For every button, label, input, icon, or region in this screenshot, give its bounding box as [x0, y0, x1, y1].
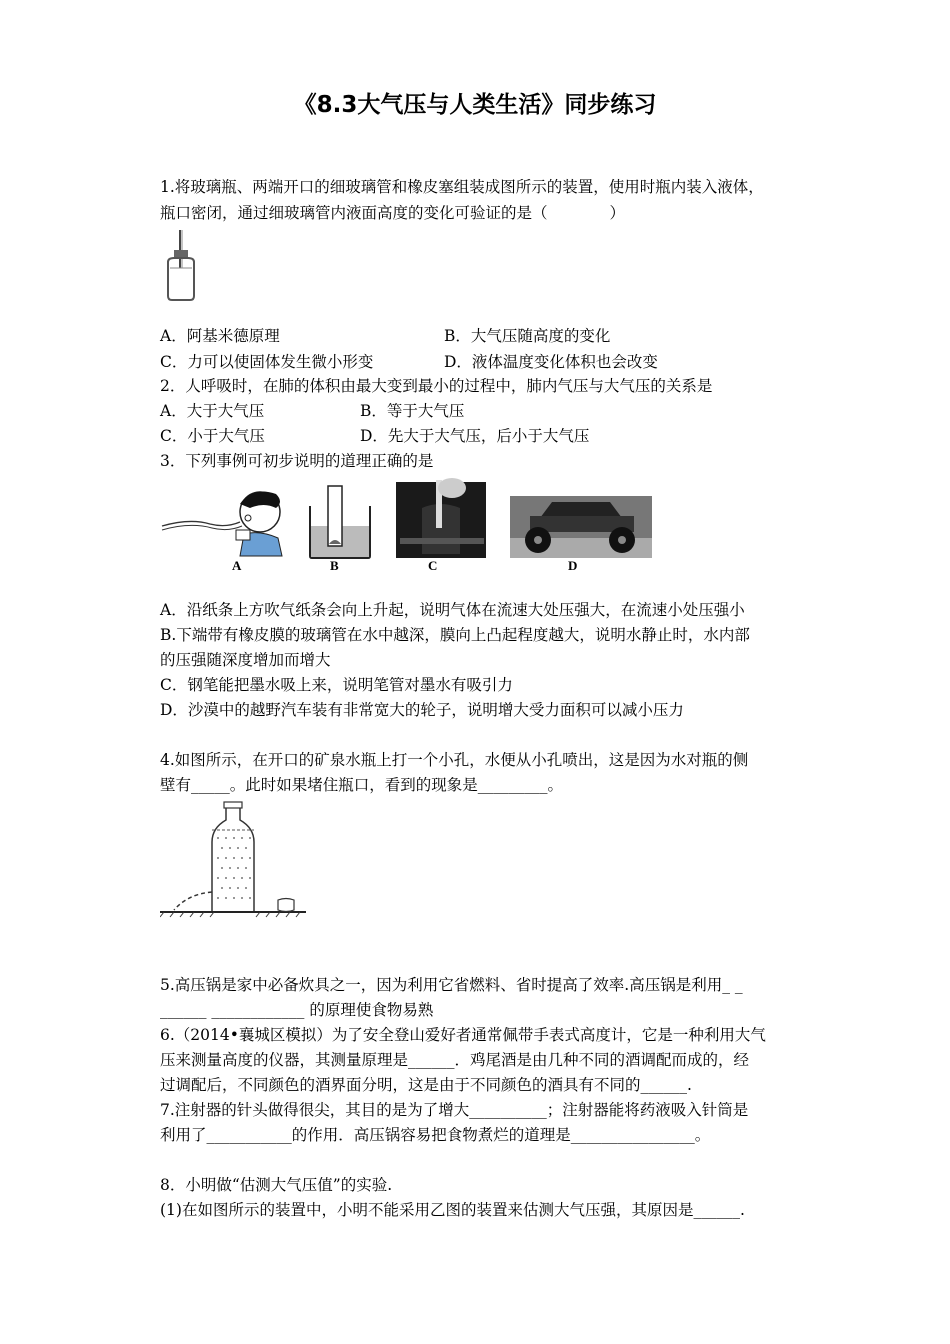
- q2-option-d: D．先大于大气压，后小于大气压: [360, 427, 590, 445]
- q5-stem-line1: 5.高压锅是家中必备炊具之一，因为利用它省燃料、省时提高了效率.高压锅是利用_ _: [160, 976, 743, 994]
- q1-stem-line1: 1.将玻璃瓶、两端开口的细玻璃管和橡皮塞组装成图所示的装置，使用时瓶内装入液体，: [160, 178, 764, 196]
- q3-fig-label-a: A: [232, 558, 242, 573]
- q1-option-d: D．液体温度变化体积也会改变: [444, 353, 658, 371]
- q6-stem-line2: 压来测量高度的仪器，其测量原理是______．鸡尾酒是由几种不同的酒调配而成的，经: [160, 1051, 750, 1069]
- q3-stem: 3．下列事例可初步说明的道理正确的是: [160, 452, 434, 470]
- q1-bottle-figure: [160, 228, 200, 302]
- q2-option-a: A．大于大气压: [160, 402, 265, 420]
- q1-option-a: A．阿基米德原理: [160, 327, 280, 345]
- q3-option-c: C．钢笔能把墨水吸上来，说明笔管对墨水有吸引力: [160, 676, 513, 694]
- q8-part1: (1)在如图所示的装置中，小明不能采用乙图的装置来估测大气压强，其原因是______.: [160, 1201, 745, 1219]
- page-title: 《8.3大气压与人类生活》同步练习: [293, 92, 657, 118]
- q3-fig-label-b: B: [330, 558, 339, 573]
- q4-bottle-figure: [160, 800, 306, 918]
- q2-option-b: B．等于大气压: [360, 402, 465, 420]
- q3-option-d: D．沙漠中的越野汽车装有非常宽大的轮子，说明增大受力面积可以减小压力: [160, 701, 684, 719]
- q6-stem-line1: 6.（2014•襄城区模拟）为了安全登山爱好者通常佩带手表式高度计，它是一种利用大气: [160, 1026, 766, 1044]
- q1-stem-line2: 瓶口密闭，通过细玻璃管内液面高度的变化可验证的是（ ）: [160, 204, 626, 222]
- q3-figure-d-truck: [510, 496, 652, 558]
- q4-stem-line2: 壁有_____。此时如果堵住瓶口，看到的现象是_________。: [160, 776, 564, 794]
- q3-figure-b-beaker: [310, 486, 370, 558]
- q6-stem-line3: 过调配后，不同颜色的酒界面分明，这是由于不同颜色的酒具有不同的______.: [160, 1076, 692, 1094]
- q7-stem-line1: 7.注射器的针头做得很尖，其目的是为了增大__________；注射器能将药液吸入针筒是: [160, 1101, 749, 1119]
- q3-figure-row: [160, 478, 660, 578]
- q5-stem-line2: ______ ____________ 的原理使食物易熟: [160, 1001, 434, 1019]
- q3-fig-label-d: D: [568, 558, 578, 573]
- q3-option-b-line2: 的压强随深度增加而增大: [160, 651, 331, 669]
- q2-stem: 2．人呼吸时，在肺的体积由最大变到最小的过程中，肺内气压与大气压的关系是: [160, 377, 713, 395]
- q4-stem-line1: 4.如图所示，在开口的矿泉水瓶上打一个小孔，水便从小孔喷出，这是因为水对瓶的侧: [160, 751, 749, 769]
- q1-option-c: C．力可以使固体发生微小形变: [160, 353, 374, 371]
- q3-figure-c-pen-ink: [396, 478, 486, 558]
- q3-option-a: A．沿纸条上方吹气纸条会向上升起，说明气体在流速大处压强大，在流速小处压强小: [160, 601, 745, 619]
- q3-figure-a-boy-blowing: [162, 492, 282, 556]
- q2-option-c: C．小于大气压: [160, 427, 265, 445]
- q1-option-b: B．大气压随高度的变化: [444, 327, 611, 345]
- q3-fig-label-c: C: [428, 558, 438, 573]
- q7-stem-line2: 利用了___________的作用．高压锅容易把食物煮烂的道理是________________。: [160, 1126, 711, 1144]
- q8-stem: 8．小明做“估测大气压值”的实验.: [160, 1176, 393, 1194]
- q3-option-b-line1: B.下端带有橡皮膜的玻璃管在水中越深，膜向上凸起程度越大，说明水静止时，水内部: [160, 626, 750, 644]
